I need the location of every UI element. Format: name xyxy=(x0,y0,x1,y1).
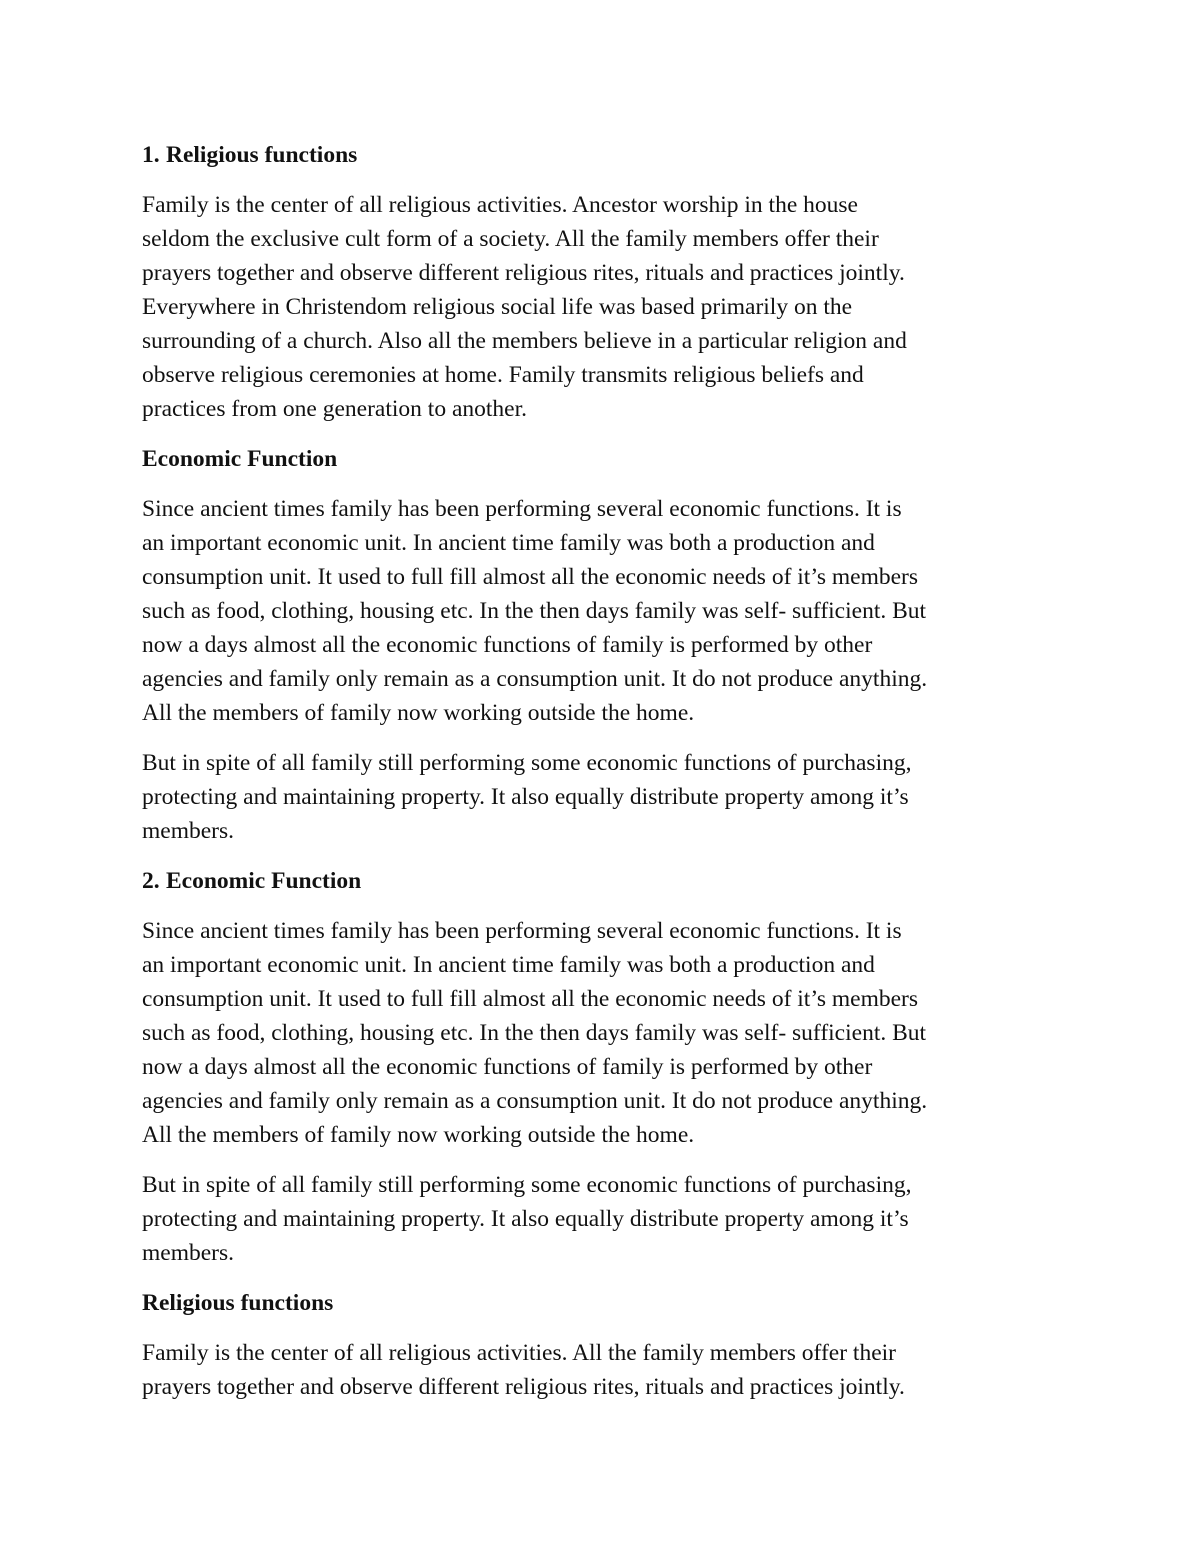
text-line: surrounding of a church. Also all the members believe in a particular religion and xyxy=(142,328,907,354)
text-line: observe religious ceremonies at home. Family transmits religious beliefs and xyxy=(142,362,864,388)
text-line: protecting and maintaining property. It also equally distribute property among it’s xyxy=(142,784,909,810)
section-title: Religious functions xyxy=(166,142,358,168)
text-line: practices from one generation to another. xyxy=(142,396,527,422)
text-line: All the members of family now working outside the home. xyxy=(142,700,695,726)
document-body xyxy=(142,138,1082,1420)
text-line: now a days almost all the economic functions of family is performed by other xyxy=(142,1054,873,1080)
text-line: now a days almost all the economic functions of family is performed by other xyxy=(142,632,873,658)
text-line: such as food, clothing, housing etc. In the then days family was self- sufficient. But xyxy=(142,598,927,624)
text-line: Everywhere in Christendom religious social life was based primarily on the xyxy=(142,294,853,320)
text-line: All the members of family now working outside the home. xyxy=(142,1122,695,1148)
text-line: members. xyxy=(142,1240,235,1266)
text-line: But in spite of all family still performing some economic functions of purchasing, xyxy=(142,750,912,776)
section-heading-religious-functions xyxy=(142,138,1082,172)
paragraph xyxy=(142,1168,1082,1270)
text-line: Since ancient times family has been performing several economic functions. It is xyxy=(142,496,902,522)
text-line: such as food, clothing, housing etc. In the then days family was self- sufficient. But xyxy=(142,1020,927,1046)
section-heading-economic-function xyxy=(142,442,1082,476)
section-title: Economic Function xyxy=(142,446,338,472)
section-title: Religious functions xyxy=(142,1290,334,1316)
section-title: Economic Function xyxy=(166,868,362,894)
text-line: protecting and maintaining property. It also equally distribute property among it’s xyxy=(142,1206,909,1232)
section-number: 1. xyxy=(142,142,160,168)
text-line: members. xyxy=(142,818,235,844)
text-line: But in spite of all family still performing some economic functions of purchasing, xyxy=(142,1172,912,1198)
text-line: prayers together and observe different religious rites, rituals and practices jointly. xyxy=(142,260,905,286)
paragraph xyxy=(142,188,1082,426)
text-line: agencies and family only remain as a consumption unit. It do not produce anything. xyxy=(142,1088,928,1114)
text-line: Since ancient times family has been performing several economic functions. It is xyxy=(142,918,902,944)
text-line: Family is the center of all religious activities. All the family members offer their xyxy=(142,1340,896,1366)
paragraph xyxy=(142,914,1082,1152)
paragraph xyxy=(142,1336,1082,1404)
paragraph xyxy=(142,746,1082,848)
text-line: an important economic unit. In ancient time family was both a production and xyxy=(142,952,875,978)
text-line: prayers together and observe different religious rites, rituals and practices jointly. xyxy=(142,1374,905,1400)
section-heading-religious-functions-repeat xyxy=(142,1286,1082,1320)
text-line: Family is the center of all religious activities. Ancestor worship in the house xyxy=(142,192,858,218)
section-number: 2. xyxy=(142,868,160,894)
section-heading-economic-function-numbered xyxy=(142,864,1082,898)
paragraph xyxy=(142,492,1082,730)
text-line: consumption unit. It used to full fill almost all the economic needs of it’s members xyxy=(142,564,919,590)
text-line: consumption unit. It used to full fill almost all the economic needs of it’s members xyxy=(142,986,919,1012)
text-line: an important economic unit. In ancient time family was both a production and xyxy=(142,530,875,556)
text-line: seldom the exclusive cult form of a society. All the family members offer their xyxy=(142,226,879,252)
text-line: agencies and family only remain as a consumption unit. It do not produce anything. xyxy=(142,666,928,692)
